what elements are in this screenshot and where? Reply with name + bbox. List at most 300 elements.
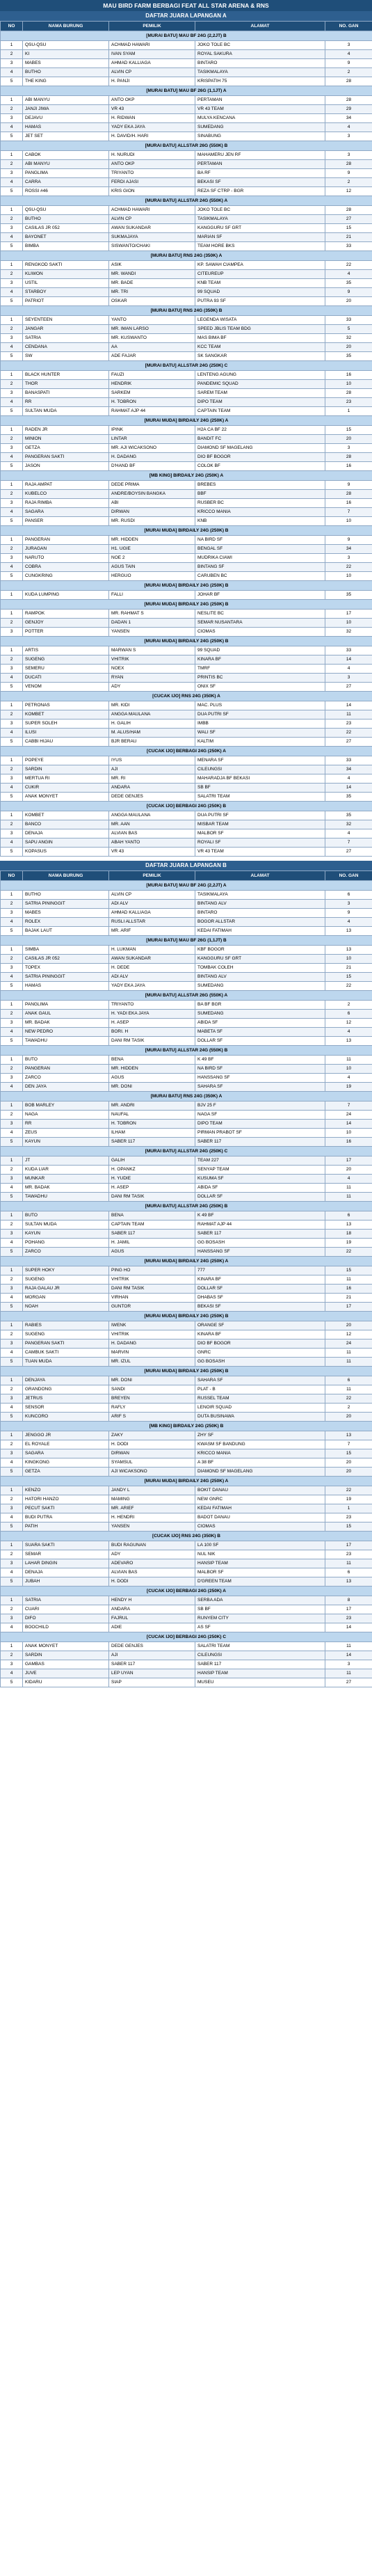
table-row (1, 1285, 372, 1294)
owner-cell: BJR BERAU (109, 738, 195, 747)
gantangan-cell: 27 (325, 1678, 372, 1687)
class-section-row (1, 991, 372, 1001)
address-cell: BADOT DANAU (195, 1513, 325, 1522)
table-row (1, 1449, 372, 1458)
rank-cell: 2 (1, 1065, 23, 1074)
table-row (1, 1074, 372, 1083)
table-row (1, 900, 372, 909)
table-row (1, 1303, 372, 1312)
gantangan-cell: 4 (325, 829, 372, 838)
gantangan-cell: 14 (325, 701, 372, 710)
rank-cell: 5 (1, 1303, 23, 1312)
rank-cell: 5 (1, 793, 23, 802)
owner-cell: HENDY H (109, 1596, 195, 1605)
rank-cell: 5 (1, 927, 23, 936)
address-cell: LEGENDA WISATA (195, 316, 325, 325)
owner-cell: SABER 117 (109, 1230, 195, 1239)
rank-cell: 4 (1, 68, 23, 77)
class-section-label: [MURAI BATU] ALLSTAR 24G (250K) B (1, 1202, 372, 1211)
owner-cell: YANSEN (109, 628, 195, 637)
class-section-row (1, 881, 372, 891)
rank-cell: 3 (1, 1074, 23, 1083)
rank-cell: 1 (1, 1486, 23, 1495)
rank-cell: 2 (1, 1010, 23, 1019)
rank-cell: 5 (1, 1413, 23, 1422)
rank-cell: 5 (1, 683, 23, 692)
address-cell: DUA PUTRI SF (195, 710, 325, 719)
gantangan-cell: 1 (325, 407, 372, 416)
bird-name-cell: RR (23, 1120, 109, 1129)
rank-cell: 4 (1, 1513, 23, 1522)
rank-cell: 3 (1, 1394, 23, 1404)
address-cell: SUMEDANG (195, 1010, 325, 1019)
bird-name-cell: SEMERU (23, 665, 109, 674)
rank-cell: 4 (1, 784, 23, 793)
column-header: NO (1, 22, 23, 31)
table-row (1, 132, 372, 141)
bird-name-cell: KUNCORO (23, 1413, 109, 1422)
rank-cell: 2 (1, 325, 23, 334)
class-section-label: [MURAI MUDA] BIRDAILY 24G (250K) B (1, 600, 372, 610)
rank-cell: 1 (1, 946, 23, 955)
rank-cell: 5 (1, 1577, 23, 1587)
rank-cell: 2 (1, 490, 23, 499)
owner-cell: BENA (109, 1211, 195, 1221)
owner-cell: YADY EKA JAYA (109, 982, 195, 991)
bird-name-cell: CARRA (23, 178, 109, 187)
address-cell: PERTAMAN (195, 96, 325, 105)
table-row (1, 297, 372, 306)
rank-cell: 3 (1, 1120, 23, 1129)
bird-name-cell: SATRIA (23, 1596, 109, 1605)
address-cell: ROYALI SF (195, 838, 325, 848)
address-cell: MALBOR SF (195, 1568, 325, 1577)
rank-cell: 2 (1, 765, 23, 774)
bird-name-cell: SEYENTEEN (23, 316, 109, 325)
gantangan-cell: 11 (325, 1056, 372, 1065)
owner-cell: FAUZI (109, 371, 195, 380)
table-row (1, 1394, 372, 1404)
address-cell: KINARA BF (195, 655, 325, 665)
table-row (1, 973, 372, 982)
bird-name-cell: PANGERAN SAKTI (23, 453, 109, 462)
table-row (1, 572, 372, 581)
gantangan-cell: 12 (325, 1330, 372, 1339)
gantangan-cell: 4 (325, 1175, 372, 1184)
owner-cell: ACHMAD HAWARI (109, 41, 195, 50)
class-section-label: [MURAI MUDA] BIRDAILY 24G (250K) B (1, 1312, 372, 1321)
bird-name-cell: MABES (23, 909, 109, 918)
rank-cell: 2 (1, 820, 23, 829)
rank-cell: 5 (1, 572, 23, 581)
bird-name-cell: BANCO (23, 820, 109, 829)
gantangan-cell: 14 (325, 655, 372, 665)
bird-name-cell: MORGAN (23, 1294, 109, 1303)
gantangan-cell: 2 (325, 178, 372, 187)
bird-name-cell: COBRA (23, 563, 109, 572)
bird-name-cell: SUGENG (23, 655, 109, 665)
bird-name-cell: ILUSI (23, 729, 109, 738)
rank-cell: 5 (1, 1358, 23, 1367)
address-cell: TMRF (195, 665, 325, 674)
table-row (1, 1660, 372, 1669)
rank-cell: 4 (1, 1458, 23, 1468)
address-cell: JOKO TOLE BC (195, 206, 325, 215)
rank-cell: 1 (1, 41, 23, 50)
bird-name-cell: SAGARA (23, 1449, 109, 1458)
owner-cell: H. DADANG (109, 1339, 195, 1349)
table-row (1, 1559, 372, 1568)
gantangan-cell: 32 (325, 334, 372, 343)
bird-name-cell: ROLEX (23, 918, 109, 927)
gantangan-cell: 17 (325, 1303, 372, 1312)
owner-cell: MR. TRI (109, 288, 195, 297)
bird-name-cell: DENAJA (23, 829, 109, 838)
table-row (1, 1156, 372, 1166)
owner-cell: ADEVARO (109, 1559, 195, 1568)
address-cell: COLOK BF (195, 462, 325, 471)
bird-name-cell: CASILAS JR 052 (23, 955, 109, 964)
gantangan-cell: 10 (325, 955, 372, 964)
rank-cell: 2 (1, 50, 23, 59)
address-cell: SERBA ADA (195, 1596, 325, 1605)
address-cell: KBF BOGOR (195, 946, 325, 955)
bird-name-cell: JENGGO JR (23, 1431, 109, 1440)
address-cell: ROYAL SAKURA (195, 50, 325, 59)
table-row (1, 1440, 372, 1449)
gantangan-cell: 4 (325, 50, 372, 59)
rank-cell: 3 (1, 909, 23, 918)
owner-cell: ADE FAJAR (109, 352, 195, 361)
rank-cell: 4 (1, 1239, 23, 1248)
table-row (1, 96, 372, 105)
owner-cell: D'HAND BF (109, 462, 195, 471)
table-row (1, 591, 372, 600)
owner-cell: M. ALUS/HAM (109, 729, 195, 738)
bird-name-cell: TOPEX (23, 964, 109, 973)
address-cell: SUMEDANG (195, 123, 325, 132)
bird-name-cell: SUARA SAKTI (23, 1541, 109, 1550)
bird-name-cell: BUTHO (23, 68, 109, 77)
rank-cell: 3 (1, 444, 23, 453)
bird-name-cell: TUAN MUDA (23, 1358, 109, 1367)
rank-cell: 5 (1, 1522, 23, 1532)
bird-name-cell: SARDIN (23, 1651, 109, 1660)
rank-cell: 5 (1, 1468, 23, 1477)
owner-cell: AGUS TAIN (109, 563, 195, 572)
owner-cell: KRIS GION (109, 187, 195, 196)
table-row (1, 481, 372, 490)
table-row (1, 499, 372, 508)
bird-name-cell: KLIWON (23, 270, 109, 279)
rank-cell: 1 (1, 591, 23, 600)
table-row (1, 964, 372, 973)
gantangan-cell: 19 (325, 1239, 372, 1248)
rank-cell: 5 (1, 352, 23, 361)
gantangan-cell: 3 (325, 554, 372, 563)
table-row (1, 233, 372, 242)
table-row (1, 1413, 372, 1422)
gantangan-cell: 17 (325, 610, 372, 619)
rank-cell: 1 (1, 316, 23, 325)
owner-cell: ANTO OKP (109, 160, 195, 169)
table-row (1, 1339, 372, 1349)
owner-cell: ASIK (109, 261, 195, 270)
address-cell: MAC. PLUS (195, 701, 325, 710)
bird-name-cell: SAGARA (23, 508, 109, 517)
bird-name-cell: CABBI HIJAU (23, 738, 109, 747)
table-row (1, 729, 372, 738)
gantangan-cell: 28 (325, 453, 372, 462)
column-header: ALAMAT (195, 22, 325, 31)
class-section-label: [CUCAK IJO] BERBAGI 24G (250K) C (1, 1632, 372, 1642)
rank-cell: 2 (1, 1385, 23, 1394)
rank-cell: 4 (1, 1349, 23, 1358)
address-cell: TEAM 227 (195, 1156, 325, 1166)
gantangan-cell: 22 (325, 261, 372, 270)
table-row (1, 1568, 372, 1577)
class-section-label: [CUCAK IJO] RNS 24G (350K) B (1, 1532, 372, 1541)
column-header: NO (1, 871, 23, 881)
class-section-label: [MURAI BATU] RNS 24G (350K) A (1, 251, 372, 261)
table-row (1, 1385, 372, 1394)
owner-cell: DANI RM TASIK (109, 1193, 195, 1202)
bird-name-cell: KOPASUS (23, 848, 109, 857)
address-cell: BJV 25 F (195, 1102, 325, 1111)
address-cell: KINARA BF (195, 1330, 325, 1339)
rank-cell: 1 (1, 1596, 23, 1605)
address-cell: MAHAMERU JEN RF (195, 151, 325, 160)
rank-cell: 4 (1, 1129, 23, 1138)
table-row (1, 1321, 372, 1330)
rank-cell: 4 (1, 1184, 23, 1193)
rank-cell: 2 (1, 1440, 23, 1449)
table-row (1, 508, 372, 517)
address-cell: MUDRIKA CIAWI (195, 554, 325, 563)
address-cell: SAHARA SF (195, 1083, 325, 1092)
class-section-row (1, 692, 372, 701)
rank-cell: 4 (1, 453, 23, 462)
table-row (1, 435, 372, 444)
gantangan-cell: 28 (325, 160, 372, 169)
bird-name-cell: PANGERAN (23, 1065, 109, 1074)
gantangan-cell: 19 (325, 1083, 372, 1092)
address-cell: SK SANGKAR (195, 352, 325, 361)
owner-cell: OSKAR (109, 297, 195, 306)
gantangan-cell: 13 (325, 1221, 372, 1230)
bird-name-cell: THE KING (23, 77, 109, 86)
class-section-label: [CUCAK IJO] BERBAGI 24G (250K) A (1, 747, 372, 756)
rank-cell: 3 (1, 719, 23, 729)
rank-cell: 3 (1, 1614, 23, 1623)
address-cell: DIAMOND SF MAGELANG (195, 444, 325, 453)
table-row (1, 610, 372, 619)
gantangan-cell: 11 (325, 1642, 372, 1651)
rank-cell: 3 (1, 224, 23, 233)
gantangan-cell: 9 (325, 288, 372, 297)
bird-name-cell: TAWADHU (23, 1193, 109, 1202)
bird-name-cell: CUARI (23, 1605, 109, 1614)
address-cell: KWASM SF BANDUNG (195, 1440, 325, 1449)
owner-cell: ANTO OKP (109, 96, 195, 105)
class-section-label: [MURAI MUDA] BIRDAILY 24G (250K) A (1, 1477, 372, 1486)
table-row (1, 891, 372, 900)
table-row (1, 1175, 372, 1184)
header-row (1, 871, 372, 881)
owner-cell: BENA (109, 1056, 195, 1065)
bird-name-cell: SATRIA (23, 334, 109, 343)
bird-name-cell: PATIH (23, 1522, 109, 1532)
owner-cell: BREYEN (109, 1394, 195, 1404)
address-cell: DIPO TEAM (195, 398, 325, 407)
table-row (1, 352, 372, 361)
gantangan-cell: 23 (325, 398, 372, 407)
bird-name-cell: SUGENG (23, 1330, 109, 1339)
bird-name-cell: DIFO (23, 1614, 109, 1623)
bird-name-cell: RR (23, 398, 109, 407)
owner-cell: FAJRUL (109, 1614, 195, 1623)
class-section-row (1, 1367, 372, 1376)
table-row (1, 380, 372, 389)
table-row (1, 41, 372, 50)
address-cell: ONIX SF (195, 683, 325, 692)
bird-name-cell: KUBELCO (23, 490, 109, 499)
owner-cell: BUDI RAGUNAN (109, 1541, 195, 1550)
owner-cell: H. LUKMAN (109, 946, 195, 955)
table-row (1, 765, 372, 774)
gantangan-cell: 14 (325, 1120, 372, 1129)
bird-name-cell: QSU-QSU (23, 41, 109, 50)
bird-name-cell: SW (23, 352, 109, 361)
address-cell: DUA PUTRI SF (195, 811, 325, 820)
bird-name-cell: ROSSI #46 (23, 187, 109, 196)
table-row (1, 628, 372, 637)
rank-cell: 5 (1, 1037, 23, 1046)
owner-cell: SUKMAJAYA (109, 233, 195, 242)
table-row (1, 674, 372, 683)
gantangan-cell: 22 (325, 1394, 372, 1404)
gantangan-cell: 15 (325, 973, 372, 982)
owner-cell: ALVIAN BAS (109, 1568, 195, 1577)
class-section-row (1, 306, 372, 316)
rank-cell: 1 (1, 206, 23, 215)
rank-cell: 4 (1, 918, 23, 927)
gantangan-cell: 4 (325, 665, 372, 674)
rank-cell: 3 (1, 665, 23, 674)
rank-cell: 3 (1, 554, 23, 563)
table-row (1, 829, 372, 838)
field-heading: DAFTAR JUARA LAPANGAN A (0, 11, 372, 21)
bird-name-cell: PANSER (23, 517, 109, 526)
class-section-label: [CUCAK IJO] RNS 24G (350K) A (1, 692, 372, 701)
gantangan-cell: 33 (325, 316, 372, 325)
bird-name-cell: CABOK (23, 151, 109, 160)
owner-cell: MR. RAHMAT S (109, 610, 195, 619)
class-section-row (1, 196, 372, 206)
address-cell: SALATRI TEAM (195, 793, 325, 802)
gantangan-cell: 15 (325, 224, 372, 233)
rank-cell: 1 (1, 1431, 23, 1440)
class-section-row (1, 1202, 372, 1211)
rank-cell: 2 (1, 160, 23, 169)
address-cell: LENOIR SQUAD (195, 1404, 325, 1413)
bird-name-cell: CUNGKRING (23, 572, 109, 581)
table-row (1, 1065, 372, 1074)
address-cell: KNB (195, 517, 325, 526)
gantangan-cell: 35 (325, 793, 372, 802)
bird-name-cell: NAGA (23, 1111, 109, 1120)
rank-cell: 2 (1, 710, 23, 719)
address-cell: DIPO TEAM (195, 1120, 325, 1129)
table-row (1, 123, 372, 132)
address-cell: TEAM HORE BKS (195, 242, 325, 251)
bird-name-cell: HAMAS (23, 982, 109, 991)
address-cell: MISBAR TEAM (195, 820, 325, 829)
rank-cell: 2 (1, 1651, 23, 1660)
rank-cell: 1 (1, 371, 23, 380)
bird-name-cell: KENZO (23, 1486, 109, 1495)
rank-cell: 1 (1, 1056, 23, 1065)
bird-name-cell: ZARCO (23, 1248, 109, 1257)
table-row (1, 343, 372, 352)
class-section-row (1, 86, 372, 96)
address-cell: K 49 BF (195, 1056, 325, 1065)
table-row (1, 1376, 372, 1385)
address-cell: MARIAN SF (195, 233, 325, 242)
address-cell: SB BF (195, 1605, 325, 1614)
address-cell: MENARA SF (195, 756, 325, 765)
header-row (1, 22, 372, 31)
table-row (1, 334, 372, 343)
owner-cell: ABAH YANTO (109, 838, 195, 848)
owner-cell: ZAKY (109, 1431, 195, 1440)
owner-cell: H. DADANG (109, 453, 195, 462)
table-row (1, 563, 372, 572)
gantangan-cell: 11 (325, 710, 372, 719)
owner-cell: H. DEDE (109, 964, 195, 973)
address-cell: CITEUREUP (195, 270, 325, 279)
rank-cell: 2 (1, 955, 23, 964)
rank-cell: 4 (1, 178, 23, 187)
rank-cell: 1 (1, 1156, 23, 1166)
owner-cell: MR. ARIEF (109, 1504, 195, 1513)
owner-cell: YANSEN (109, 1522, 195, 1532)
bird-name-cell: POPEYE (23, 756, 109, 765)
gantangan-cell: 11 (325, 1193, 372, 1202)
owner-cell: AA (109, 343, 195, 352)
rank-cell: 1 (1, 646, 23, 655)
rank-cell: 5 (1, 297, 23, 306)
owner-cell: DANI RM TASIK (109, 1285, 195, 1294)
rank-cell: 4 (1, 1623, 23, 1632)
rank-cell: 4 (1, 1568, 23, 1577)
rank-cell: 3 (1, 1559, 23, 1568)
address-cell: 99 SQUAD (195, 646, 325, 655)
field-heading: DAFTAR JUARA LAPANGAN B (0, 861, 372, 870)
table-row (1, 389, 372, 398)
table-row (1, 927, 372, 936)
bird-name-cell: BAJAK LAUT (23, 927, 109, 936)
class-section-label: [MURAI BATU] MAU BF 26G (1,1JT) A (1, 86, 372, 96)
owner-cell: MARWAN S (109, 646, 195, 655)
rank-cell: 2 (1, 900, 23, 909)
owner-cell: LINTAR (109, 435, 195, 444)
gantangan-cell: 16 (325, 462, 372, 471)
owner-cell: MR. HIDDEN (109, 536, 195, 545)
table-row (1, 426, 372, 435)
rank-cell: 4 (1, 1083, 23, 1092)
rank-cell: 3 (1, 1230, 23, 1239)
